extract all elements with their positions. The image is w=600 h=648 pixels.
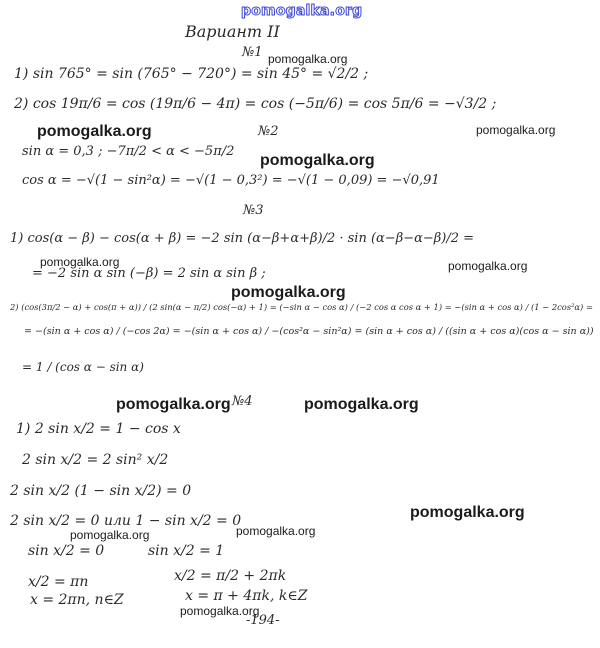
- watermark: pomogalka.org: [40, 255, 120, 269]
- solution-line: 2 sin x/2 (1 − sin x/2) = 0: [10, 483, 192, 499]
- watermark: pomogalka.org: [304, 396, 419, 413]
- watermark: pomogalka.org: [476, 123, 556, 137]
- solution-line: x = 2πn, n∈Z: [30, 592, 124, 608]
- watermark: pomogalka.org: [116, 396, 231, 413]
- solution-line: 1) sin 765° = sin (765° − 720°) = sin 45° = √2/2 ;: [14, 66, 369, 82]
- solution-line: sin α = 0,3 ; −7π/2 < α < −5π/2: [22, 144, 235, 159]
- variant-title: Вариант II: [185, 22, 280, 41]
- solution-line: x = π + 4πk, k∈Z: [185, 588, 308, 604]
- solution-line: = −2 sin α sin (−β) = 2 sin α sin β ;: [32, 266, 266, 281]
- watermark: pomogalka.org: [70, 528, 150, 542]
- solution-line: 1) 2 sin x/2 = 1 − cos x: [16, 421, 181, 437]
- watermark: pomogalka.org: [236, 524, 316, 538]
- task-number-1: №1: [242, 45, 263, 60]
- page-number: -194-: [246, 613, 280, 628]
- solution-line: = 1 / (cos α − sin α): [22, 360, 144, 374]
- watermark: pomogalka.org: [37, 123, 152, 140]
- watermark: pomogalka.org: [260, 152, 375, 169]
- watermark: pomogalka.org: [180, 604, 260, 618]
- watermark-site-header: pomogalka.org: [241, 3, 363, 19]
- solution-line: 2 sin x/2 = 2 sin² x/2: [22, 452, 169, 468]
- solution-line: x/2 = π/2 + 2πk: [174, 568, 287, 584]
- solution-line: 2) cos 19π/6 = cos (19π/6 − 4π) = cos (−5π/6) = cos 5π/6 = −√3/2 ;: [14, 96, 497, 112]
- solution-line: 1) cos(α − β) − cos(α + β) = −2 sin (α−β+α+β)/2 · sin (α−β−α−β)/2 =: [10, 231, 475, 246]
- solution-line: 2 sin x/2 = 0 или 1 − sin x/2 = 0: [10, 513, 242, 529]
- task-number-4: №4: [232, 394, 253, 409]
- solution-line: 2) (cos(3π/2 − α) + cos(π + α)) / (2 sin(α − π/2) cos(−α) + 1) = (−sin α − cos α) / (−2 cos α cos α + 1) = −(sin α + cos α) / (1 − 2cos²α) =: [10, 302, 593, 312]
- solution-line: x/2 = πn: [28, 574, 89, 590]
- watermark: pomogalka.org: [268, 52, 348, 66]
- watermark: pomogalka.org: [448, 259, 528, 273]
- solution-line: sin x/2 = 1: [148, 543, 225, 559]
- watermark: pomogalka.org: [231, 284, 346, 301]
- watermark: pomogalka.org: [410, 504, 525, 521]
- task-number-3: №3: [243, 203, 264, 218]
- solution-line: cos α = −√(1 − sin²α) = −√(1 − 0,3²) = −√(1 − 0,09) = −√0,91: [22, 173, 440, 188]
- task-number-2: №2: [258, 124, 279, 139]
- solution-line: sin x/2 = 0: [28, 543, 105, 559]
- solution-line: = −(sin α + cos α) / (−cos 2α) = −(sin α + cos α) / −(cos²α − sin²α) = (sin α + cos α) / ((sin α + cos α)(cos α − sin α)): [24, 326, 594, 337]
